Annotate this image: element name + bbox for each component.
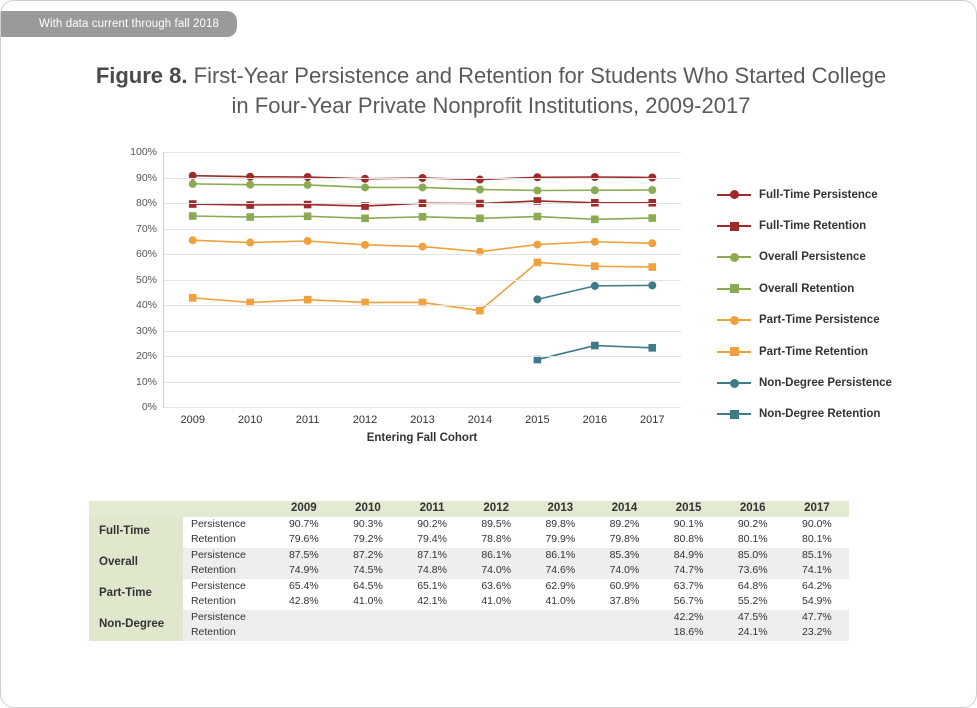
table-cell: 90.1% [657,517,721,533]
x-axis-tick-label: 2015 [525,414,550,426]
table-cell: 85.3% [592,548,656,564]
series-marker [246,213,254,221]
table-cell: 74.5% [336,563,400,579]
series-marker [361,183,369,191]
series-marker [648,214,656,222]
gridline [164,178,681,179]
legend-item[interactable] [717,367,947,398]
figure-number-label: Figure 8. [95,63,188,88]
table-cell: 78.8% [464,532,528,548]
series-marker [591,282,599,290]
table-cell: 54.9% [785,594,849,610]
table-cell: 65.4% [272,579,336,595]
table-header-cell: 2011 [400,501,464,517]
table-cell: 42.2% [657,610,721,626]
gridline [164,229,681,230]
y-axis-tick-label: 20% [135,350,157,362]
table-row [89,517,849,533]
gridline [164,331,681,332]
title-line-2: in Four-Year Private Nonprofit Institutions, 2009-2017 [231,93,751,118]
table-header-cell: 2010 [336,501,400,517]
y-axis-tick-label: 90% [135,171,157,184]
series-marker [591,342,599,350]
series-marker [419,213,427,221]
y-axis-tick-label: 80% [135,197,157,209]
table-cell: 18.6% [657,625,721,641]
series-marker [189,172,197,180]
table-cell: 60.9% [592,579,656,595]
data-table-wrap [89,501,849,641]
table-cell: 42.8% [272,594,336,610]
table-cell: 90.2% [721,517,785,533]
x-axis-tick-label: 2017 [640,414,665,426]
legend-item-label: Non-Degree Retention [759,408,881,421]
gridline [164,280,681,281]
legend-marker-icon [717,220,751,232]
table-header-cell: 2009 [272,501,336,517]
table-metric-label: Retention [183,563,272,579]
table-cell: 74.7% [657,563,721,579]
table-cell: 74.0% [592,563,656,579]
legend-item[interactable] [717,273,947,304]
x-axis-tick-label: 2013 [410,414,435,426]
table-cell: 63.7% [657,579,721,595]
table-cell: 55.2% [721,594,785,610]
series-marker [304,237,312,245]
x-axis-title: Entering Fall Cohort [366,432,478,444]
table-cell [464,625,528,641]
series-marker [246,239,254,247]
table-cell: 73.6% [721,563,785,579]
legend-item[interactable] [717,242,947,273]
series-marker [304,201,312,209]
y-axis-tick-label: 0% [141,401,157,413]
table-cell: 89.2% [592,517,656,533]
series-marker [648,186,656,194]
table-metric-label: Persistence [183,579,272,595]
table-cell: 87.1% [400,548,464,564]
table-group-label: Part-Time [89,579,183,610]
table-cell [592,625,656,641]
series-marker [304,212,312,220]
table-header-cell: 2012 [464,501,528,517]
series-marker [189,212,197,220]
table-group-label: Non-Degree [89,610,183,641]
table-cell: 86.1% [528,548,592,564]
gridline [164,407,681,408]
legend-item[interactable] [717,305,947,336]
x-axis-tick-label: 2009 [180,414,205,426]
series-marker [419,183,427,191]
legend-item-label: Full-Time Retention [759,220,867,233]
legend-item[interactable] [717,210,947,241]
table-cell: 37.8% [592,594,656,610]
table-metric-label: Retention [183,594,272,610]
table-cell: 80.8% [657,532,721,548]
series-marker [189,236,197,244]
table-group-label: Full-Time [89,517,183,548]
series-marker [591,186,599,194]
table-cell: 87.2% [336,548,400,564]
series-marker [476,185,484,193]
line-chart [111,146,691,446]
table-cell: 80.1% [721,532,785,548]
data-table [89,501,849,641]
table-cell: 86.1% [464,548,528,564]
legend-item-label: Part-Time Persistence [759,314,880,327]
figure-title [61,61,921,121]
table-metric-label: Persistence [183,548,272,564]
table-header-cell: 2015 [657,501,721,517]
table-metric-label: Persistence [183,610,272,626]
table-cell: 41.0% [336,594,400,610]
series-marker [189,200,197,208]
table-row [89,532,849,548]
table-cell: 90.2% [400,517,464,533]
table-cell [528,610,592,626]
table-cell [592,610,656,626]
table-row [89,625,849,641]
y-axis-tick-label: 70% [135,222,157,235]
gridline [164,356,681,357]
legend-marker-icon [717,189,751,201]
legend-marker-icon [717,408,751,420]
table-cell: 64.2% [785,579,849,595]
table-cell: 89.5% [464,517,528,533]
table-cell: 74.8% [400,563,464,579]
table-header-cell: 2014 [592,501,656,517]
y-axis-tick-label: 10% [135,375,157,388]
table-cell [400,625,464,641]
table-row [89,548,849,564]
title-line-1 [61,61,921,91]
legend-item-label: Non-Degree Persistence [759,377,892,390]
table-cell: 79.8% [592,532,656,548]
table-cell: 79.6% [272,532,336,548]
y-axis-tick-label: 50% [135,273,157,286]
table-cell: 74.0% [464,563,528,579]
legend-item-label: Overall Persistence [759,251,866,264]
table-cell [464,610,528,626]
table-cell: 65.1% [400,579,464,595]
table-cell: 79.4% [400,532,464,548]
table-cell: 23.2% [785,625,849,641]
series-marker [361,215,369,223]
chart-legend [717,179,947,430]
table-cell: 47.5% [721,610,785,626]
table-metric-label: Retention [183,532,272,548]
series-marker [648,281,656,289]
series-marker [476,215,484,223]
gridline [164,305,681,306]
table-cell: 63.6% [464,579,528,595]
table-metric-label: Retention [183,625,272,641]
table-cell: 85.0% [721,548,785,564]
series-marker [591,262,599,270]
table-header-cell: 2017 [785,501,849,517]
table-cell [528,625,592,641]
y-axis-tick-label: 40% [135,299,157,311]
table-header-cell [183,501,272,517]
series-marker [591,238,599,246]
table-cell: 41.0% [528,594,592,610]
table-cell: 24.1% [721,625,785,641]
series-marker [419,243,427,251]
table-cell: 64.8% [721,579,785,595]
table-cell: 42.1% [400,594,464,610]
table-cell: 84.9% [657,548,721,564]
gridline [164,152,681,153]
series-marker [304,296,312,304]
title-text-1: First-Year Persistence and Retention for Students Who Started College [193,63,887,88]
legend-marker-icon [717,377,751,389]
table-cell: 64.5% [336,579,400,595]
y-axis-tick-label: 100% [130,146,157,158]
table-cell: 89.8% [528,517,592,533]
legend-item[interactable] [717,336,947,367]
legend-item[interactable] [717,399,947,430]
table-cell: 74.9% [272,563,336,579]
table-metric-label: Persistence [183,517,272,533]
x-axis-tick-label: 2016 [582,414,608,426]
table-row [89,594,849,610]
legend-item-label: Full-Time Persistence [759,188,878,201]
y-axis-tick-label: 60% [135,248,157,260]
legend-item-label: Part-Time Retention [759,345,869,358]
series-marker [533,241,541,249]
table-cell: 74.1% [785,563,849,579]
x-axis-tick-label: 2014 [467,414,493,426]
gridline [164,382,681,383]
data-currency-ribbon: With data current through fall 2018 [15,11,237,37]
x-axis-tick-label: 2011 [295,414,320,426]
table-cell: 79.2% [336,532,400,548]
series-marker [648,263,656,271]
table-cell [272,625,336,641]
table-cell: 90.0% [785,517,849,533]
series-marker [648,239,656,247]
table-cell [336,610,400,626]
table-group-label: Overall [89,548,183,579]
table-cell [272,610,336,626]
table-cell [400,610,464,626]
table-cell: 79.9% [528,532,592,548]
table-cell: 74.6% [528,563,592,579]
x-axis-tick-label: 2012 [352,414,378,426]
legend-item[interactable] [717,179,947,210]
table-cell: 62.9% [528,579,592,595]
series-marker [476,307,484,315]
series-marker [591,216,599,224]
series-marker [304,181,312,189]
series-marker [361,241,369,249]
series-marker [648,344,656,352]
series-marker [246,181,254,189]
series-marker [534,259,542,267]
table-cell: 47.7% [785,610,849,626]
x-axis-tick-label: 2010 [237,414,263,426]
table-row [89,563,849,579]
legend-marker-icon [717,283,751,295]
legend-marker-icon [717,251,751,263]
y-axis-tick-label: 30% [135,324,157,337]
plot-area [130,146,681,426]
table-row [89,610,849,626]
table-cell: 87.5% [272,548,336,564]
gridline [164,254,681,255]
series-marker [189,180,197,188]
table-header-cell: 2013 [528,501,592,517]
table-header-cell [89,501,183,517]
series-marker [533,187,541,195]
table-cell: 85.1% [785,548,849,564]
table-cell: 41.0% [464,594,528,610]
table-header-cell: 2016 [721,501,785,517]
series-marker [533,295,541,303]
table-cell: 56.7% [657,594,721,610]
series-marker [534,213,542,221]
series-marker [189,294,197,302]
legend-item-label: Overall Retention [759,282,855,295]
table-row [89,579,849,595]
series-marker [361,175,369,183]
table-cell: 80.1% [785,532,849,548]
table-cell: 90.7% [272,517,336,533]
legend-marker-icon [717,346,751,358]
legend-marker-icon [717,314,751,326]
table-cell: 90.3% [336,517,400,533]
gridline [164,203,681,204]
table-cell [336,625,400,641]
